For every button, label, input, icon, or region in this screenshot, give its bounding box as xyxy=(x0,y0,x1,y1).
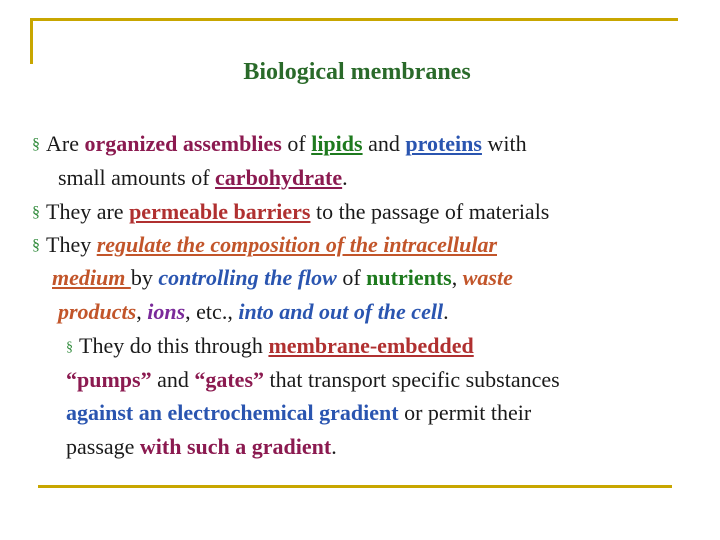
sub-bullet-line-3: against an electrochemical gradient or permit their xyxy=(66,400,532,425)
bullet-3-line-3: products, ions, etc., into and out of the cell. xyxy=(58,299,449,324)
sub-bullet-line-1: § They do this through membrane-embedded xyxy=(66,333,474,358)
bullet-icon: § xyxy=(32,136,40,153)
bullet-1-line-2: small amounts of carbohydrate. xyxy=(58,165,348,190)
frame-left-rule xyxy=(30,18,33,64)
bullet-icon: § xyxy=(32,237,40,254)
slide-title: Biological membranes xyxy=(243,59,471,85)
frame-top-rule xyxy=(30,18,678,21)
bullet-3-line-1: § They regulate the composition of the intracellular xyxy=(32,232,497,257)
bullet-1-line-1: § Are organized assemblies of lipids and proteins with xyxy=(32,131,527,156)
frame-bottom-rule xyxy=(38,485,672,488)
sub-bullet-line-4: passage with such a gradient. xyxy=(66,434,337,459)
bullet-icon: § xyxy=(66,340,73,355)
bullet-2-line-1: § They are permeable barriers to the passage of materials xyxy=(32,199,550,224)
sub-bullet-line-2: “pumps” and “gates” that transport specific substances xyxy=(66,367,560,392)
bullet-3-line-2: medium by controlling the flow of nutrients, waste xyxy=(52,265,513,290)
bullet-icon: § xyxy=(32,204,40,221)
